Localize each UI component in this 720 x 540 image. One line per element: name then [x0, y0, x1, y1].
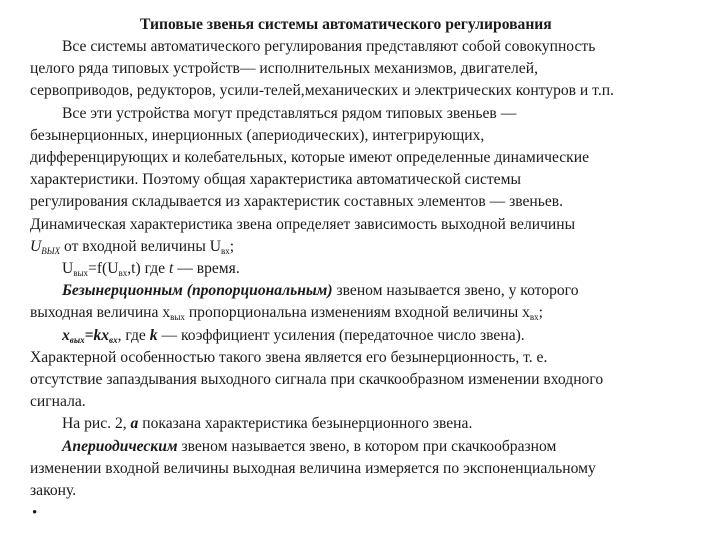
p2-line-6: Динамическая характеристика звена определяет зависимость выходной величины	[30, 215, 576, 233]
f2-sub: вых	[69, 334, 85, 345]
p3-l2-a: выходная величина x	[30, 304, 171, 322]
paragraph-6	[30, 436, 706, 503]
paragraph-4	[30, 347, 706, 414]
p4-line-3: сигнала.	[30, 393, 86, 411]
f1-mid: =f(U	[88, 260, 119, 278]
p2-line-1: Все эти устройства могут представляться рядом типовых звеньев —	[62, 104, 517, 122]
p5-line	[30, 413, 706, 435]
f2-mid: где	[121, 326, 150, 344]
p3-term: Безынерционным (пропорциональным)	[62, 282, 333, 300]
u-input-subscript: вх	[221, 245, 230, 256]
f1-sub2: вх	[118, 268, 128, 279]
f2-x: x	[62, 326, 70, 344]
p2-line-4: характеристики. Поэтому общая характеристика автоматической системы	[30, 171, 521, 189]
formula-1	[30, 258, 706, 280]
p1-line-3: сервоприводов, редукторов, усили-телей,механических и электрических контуров и т.п.	[30, 82, 614, 100]
f2-k: k	[149, 326, 158, 344]
p5-a: На рис. 2,	[62, 415, 131, 433]
p6-term: Апериодическим	[62, 437, 178, 455]
p4-line-2: отсутствие запаздывания выходного сигнала при скачкообразном изменении входного	[30, 371, 604, 389]
paragraph-3	[30, 280, 706, 324]
f1-end: ,t) где	[127, 260, 169, 278]
p2-line-7	[30, 236, 706, 258]
u-symbol: U	[30, 237, 42, 255]
p6-line-3: закону.	[30, 482, 77, 500]
bullet-point: •	[32, 505, 38, 522]
p1-line-2: целого ряда типовых устройств— исполнительных механизмов, двигателей,	[30, 60, 538, 78]
p6-line-1	[30, 436, 706, 458]
p1-line-1: Все системы автоматического регулирования представляют собой совокупность	[62, 38, 596, 55]
formula-1-line	[30, 258, 706, 280]
p5-c: показана характеристика безынерционного звена.	[138, 415, 473, 433]
f2-sub2: вх	[109, 334, 118, 345]
f2-eq: =kx	[84, 326, 110, 344]
f1-t: t	[168, 260, 174, 278]
paragraph-5	[30, 413, 706, 435]
paragraph-1	[30, 36, 706, 103]
p3-l2-sub: вых	[170, 312, 185, 323]
formula-2-line	[30, 325, 706, 347]
p3-l2-c: ;	[538, 304, 543, 322]
f1-sub: вых	[73, 268, 89, 279]
p3-line-1	[30, 280, 706, 302]
p3-line-1-rest: звеном называется звено, у которого	[332, 282, 579, 300]
f2-comma: ,	[117, 326, 122, 344]
p6-line-2: изменении входной величины выходная величина измеряется по экспоненциальному	[30, 459, 596, 477]
document-title: Типовые звенья системы автоматического регулирования	[140, 16, 552, 33]
p2-line-5: регулирования складывается из характеристик составных элементов — звеньев.	[30, 193, 564, 211]
p4-line-1: Характерной особенностью такого звена является его безынерционность, т. е.	[30, 348, 548, 366]
p2-line-7-text: от входной величины U	[60, 237, 222, 255]
f1-u: U	[62, 260, 74, 278]
u-subscript: ВЫХ	[41, 245, 61, 256]
p3-line-2	[30, 302, 706, 324]
p3-l2-sub2: вх	[529, 312, 539, 323]
paragraph-2	[30, 103, 706, 258]
f1-tail: — время.	[173, 260, 240, 278]
p3-l2-b: пропорциональна изменениям входной величины x	[184, 304, 530, 322]
p6-line-1-rest: звеном называется звено, в котором при скачкообразном	[177, 437, 557, 455]
p2-line-7-end: ;	[229, 237, 235, 255]
p2-line-2: безынерционных, инерционных (апериодических), интегрирующих,	[30, 126, 485, 144]
f2-tail: — коэффициент усиления (передаточное число звена).	[157, 326, 525, 344]
p5-b: а	[130, 415, 139, 433]
formula-2	[30, 325, 706, 347]
p2-line-3: дифференцирующих и колебательных, которые имеют определенные динамические	[30, 149, 590, 167]
